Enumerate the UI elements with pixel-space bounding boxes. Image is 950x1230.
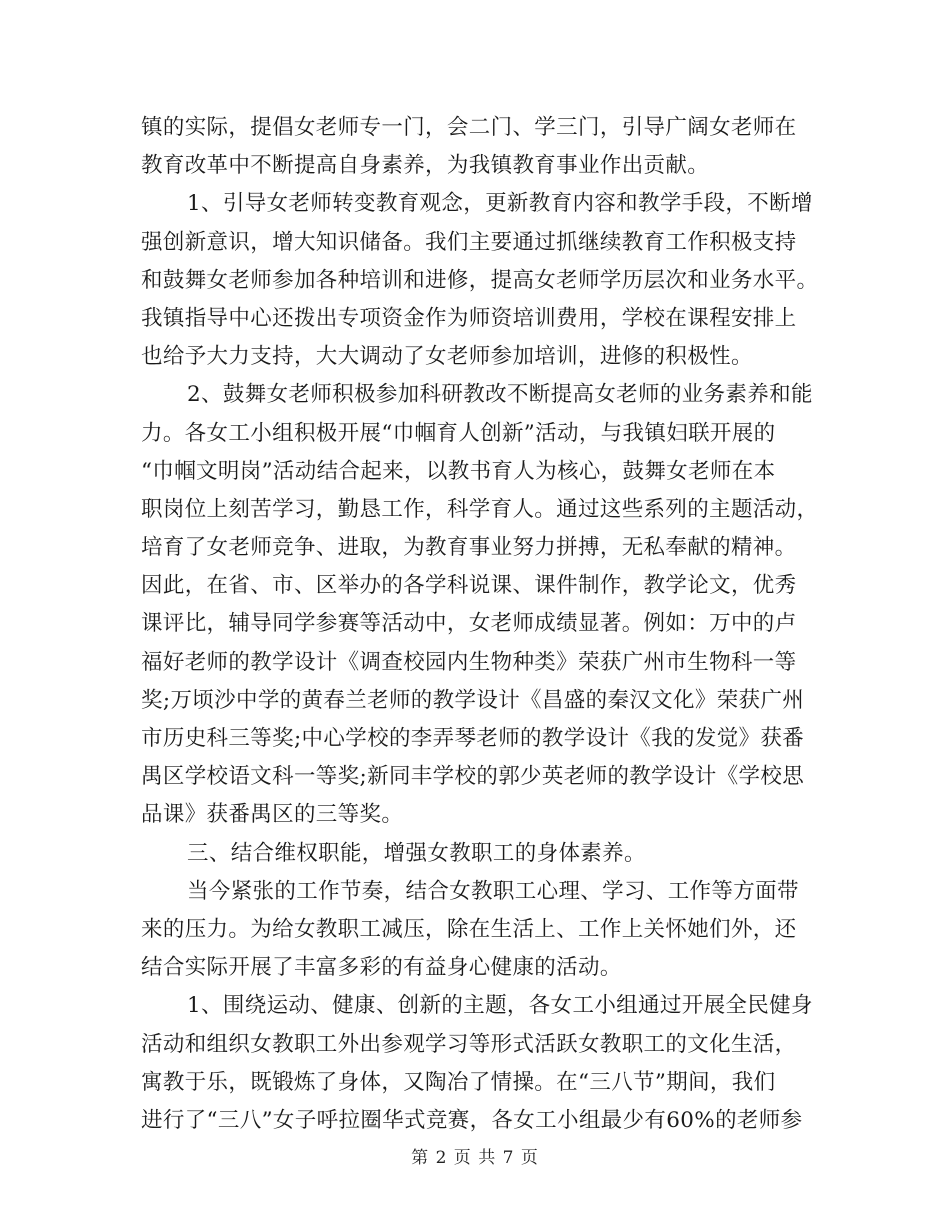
- text-line: 市历史科三等奖;中心学校的李弄琴老师的教学设计《我的发觉》获番: [141, 726, 805, 751]
- text-line: 结合实际开展了丰富多彩的有益身心健康的活动。: [141, 955, 622, 981]
- text-line: 强创新意识，增大知识储备。我们主要通过抓继续教育工作积极支持: [141, 229, 797, 255]
- text-line: “巾帼文明岗”活动结合起来，以教书育人为核心，鼓舞女老师在本: [141, 458, 776, 484]
- text-line: 福好老师的教学设计《调查校园内生物种类》荣获广州市生物科一等: [141, 649, 797, 675]
- text-line: 和鼓舞女老师参加各种培训和进修，提高女老师学历层次和业务水平。: [141, 267, 819, 293]
- text-line: 因此，在省、市、区举办的各学科说课、课件制作，教学论文，优秀: [141, 573, 797, 599]
- text-line: 三、结合维权职能，增强女教职工的身体素养。: [187, 840, 646, 866]
- text-line: 课评比，辅导同学参赛等活动中，女老师成绩显著。例如：万中的卢: [141, 611, 797, 637]
- text-line: 奖;万顷沙中学的黄春兰老师的教学设计《昌盛的秦汉文化》荣获广州: [141, 687, 805, 713]
- text-line: 来的压力。为给女教职工减压，除在生活上、工作上关怀她们外，还: [141, 916, 797, 942]
- text-line: 品课》获番禺区的三等奖。: [141, 802, 404, 828]
- text-line: 职岗位上刻苦学习，勤恳工作，科学育人。通过这些系列的主题活动，: [141, 496, 819, 522]
- text-line: 1、围绕运动、健康、创新的主题，各女工小组通过开展全民健身: [187, 993, 813, 1019]
- text-line: 禺区学校语文科一等奖;新同丰学校的郭少英老师的教学设计《学校思: [141, 764, 805, 790]
- document-body: [141, 109, 819, 1140]
- text-line: 我镇指导中心还拨出专项资金作为师资培训费用，学校在课程安排上: [141, 305, 797, 331]
- text-line: 力。各女工小组积极开展“巾帼育人创新”活动，与我镇妇联开展的: [141, 420, 776, 446]
- text-line: 培育了女老师竞争、进取，为教育事业努力拼搏，无私奉献的精神。: [141, 535, 797, 561]
- text-line: 教育改革中不断提高自身素养，为我镇教育事业作出贡献。: [141, 153, 710, 179]
- text-line: 也给予大力支持，大大调动了女老师参加培训，进修的积极性。: [141, 344, 753, 370]
- text-line: 进行了“三八”女子呼拉圈华式竞赛，各女工小组最少有60%的老师参: [141, 1107, 803, 1133]
- text-line: 2、鼓舞女老师积极参加科研教改不断提高女老师的业务素养和能: [187, 382, 813, 408]
- text-line: 活动和组织女教职工外出参观学习等形式活跃女教职工的文化生活，: [141, 1031, 797, 1057]
- page-number-footer: 第 2 页 共 7 页: [411, 1148, 539, 1168]
- text-line: 镇的实际，提倡女老师专一门，会二门、学三门，引导广阔女老师在: [141, 115, 797, 140]
- text-line: 当今紧张的工作节奏，结合女教职工心理、学习、工作等方面带: [187, 878, 799, 904]
- text-line: 1、引导女老师转变教育观念，更新教育内容和教学手段，不断增: [187, 191, 813, 217]
- text-line: 寓教于乐，既锻炼了身体，又陶冶了情操。在“三八节”期间，我们: [141, 1069, 776, 1095]
